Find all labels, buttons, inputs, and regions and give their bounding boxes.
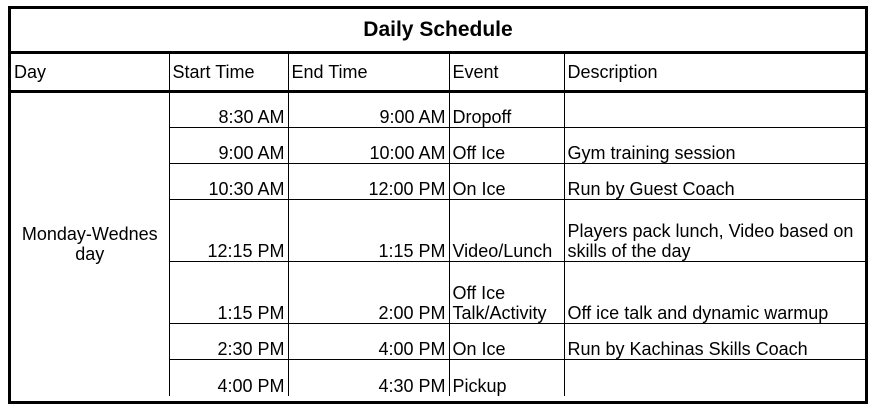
event-cell: Video/Lunch bbox=[449, 200, 564, 262]
description-cell: Gym training session bbox=[564, 128, 865, 164]
schedule-table bbox=[11, 9, 865, 396]
start-time-cell: 2:30 PM bbox=[169, 324, 288, 360]
start-time-cell: 9:00 AM bbox=[169, 128, 288, 164]
title-row bbox=[11, 9, 865, 53]
end-time-cell: 9:00 AM bbox=[288, 92, 449, 128]
end-time-cell: 1:15 PM bbox=[288, 200, 449, 262]
col-header-event: Event bbox=[449, 53, 564, 92]
schedule-title: Daily Schedule bbox=[11, 9, 865, 53]
end-time-cell: 10:00 AM bbox=[288, 128, 449, 164]
start-time-cell: 8:30 AM bbox=[169, 92, 288, 128]
description-cell bbox=[564, 360, 865, 396]
description-cell: Players pack lunch, Video based on skills of the day bbox=[564, 200, 865, 262]
description-cell: Run by Guest Coach bbox=[564, 164, 865, 200]
description-cell: Off ice talk and dynamic warmup bbox=[564, 262, 865, 324]
event-cell: On Ice bbox=[449, 324, 564, 360]
start-time-cell: 1:15 PM bbox=[169, 262, 288, 324]
end-time-cell: 4:30 PM bbox=[288, 360, 449, 396]
col-header-end-time: End Time bbox=[288, 53, 449, 92]
col-header-description: Description bbox=[564, 53, 865, 92]
description-cell: Run by Kachinas Skills Coach bbox=[564, 324, 865, 360]
end-time-cell: 2:00 PM bbox=[288, 262, 449, 324]
col-header-start-time: Start Time bbox=[169, 53, 288, 92]
end-time-cell: 4:00 PM bbox=[288, 324, 449, 360]
table-row bbox=[11, 92, 865, 128]
event-cell: Off Ice bbox=[449, 128, 564, 164]
header-row bbox=[11, 53, 865, 92]
start-time-cell: 12:15 PM bbox=[169, 200, 288, 262]
event-cell: Pickup bbox=[449, 360, 564, 396]
start-time-cell: 4:00 PM bbox=[169, 360, 288, 396]
col-header-day: Day bbox=[11, 53, 169, 92]
event-cell: On Ice bbox=[449, 164, 564, 200]
end-time-cell: 12:00 PM bbox=[288, 164, 449, 200]
event-cell: Dropoff bbox=[449, 92, 564, 128]
start-time-cell: 10:30 AM bbox=[169, 164, 288, 200]
schedule-sheet bbox=[8, 6, 868, 404]
event-cell: Off Ice Talk/Activity bbox=[449, 262, 564, 324]
description-cell bbox=[564, 92, 865, 128]
day-cell: Monday-Wednesday bbox=[11, 92, 169, 396]
